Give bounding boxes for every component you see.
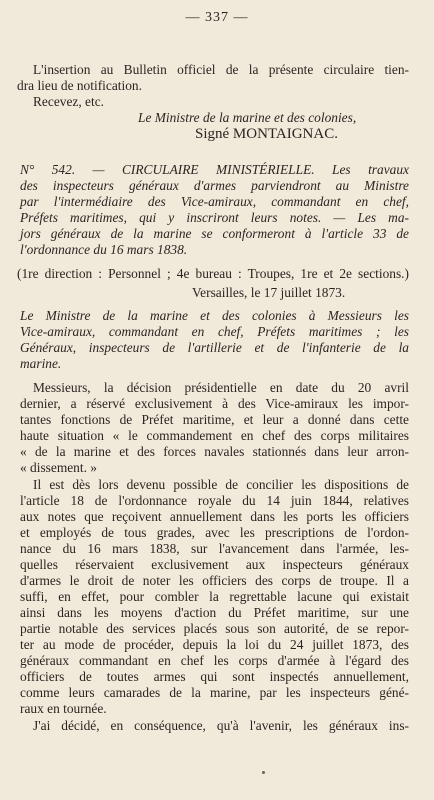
body-line: haute situation « le commandement en chef des corps militaires xyxy=(20,428,409,443)
date-line: Versailles, le 17 juillet 1873. xyxy=(192,285,346,300)
text-line: L'insertion au Bulletin officiel de la présente circulaire tien- xyxy=(33,62,409,77)
heading-line: des inspecteurs généraux d'armes parviendront au Ministre xyxy=(20,178,409,193)
body-line: nance du 16 mars 1838, sur l'avancement dans l'armée, les- xyxy=(20,541,409,556)
body-line: comme leurs camarades de la marine, par les inspecteurs géné- xyxy=(20,685,409,700)
address-line: Le Ministre de la marine et des colonies à Messieurs les xyxy=(20,308,409,323)
address-line: marine. xyxy=(20,356,62,371)
address-line: Vice-amiraux, commandant en chef, Préfets maritimes ; les xyxy=(20,324,409,339)
text-line: dra lieu de notification. xyxy=(17,78,142,93)
body-line: Messieurs, la décision présidentielle en date du 20 avril xyxy=(33,380,409,395)
heading-line: par l'intermédiaire des Vice-amiraux, commandant en chef, xyxy=(20,194,409,209)
body-line: l'article 18 de l'ordonnance royale du 14 juin 1844, relatives xyxy=(20,493,409,508)
heading-line: N° 542. — CIRCULAIRE MINISTÉRIELLE. Les travaux xyxy=(20,162,409,177)
heading-line: l'ordonnance du 16 mars 1838. xyxy=(20,242,188,257)
body-line: généraux commandant en chef les corps d'armée à l'égard des xyxy=(20,653,409,668)
body-line: Il est dès lors devenu possible de concilier les dispositions de xyxy=(33,477,409,492)
body-line: partie notable des services placés sous son autorité, de se repor- xyxy=(20,621,409,636)
body-line: et employés de tous grades, avec les prescriptions de l'ordon- xyxy=(20,525,409,540)
address-line: Généraux, inspecteurs de l'artillerie et de l'infanterie de la xyxy=(20,340,409,355)
signature-name: Signé MONTAIGNAC. xyxy=(195,126,338,142)
body-line: ainsi dans les moyens d'action du Préfet maritime, sur une xyxy=(20,605,409,620)
body-line: « de la marine et des forces navales stationnés dans leur arron- xyxy=(20,444,409,459)
signature-title: Le Ministre de la marine et des colonies, xyxy=(138,110,357,125)
direction-line: (1re direction : Personnel ; 4e bureau : Troupes, 1re et 2e sections.) xyxy=(17,266,409,281)
body-line: officiers de toutes armes qui sont inspectés annuellement, xyxy=(20,669,409,684)
heading-line: jors généraux de la marine se conformeront à l'article 33 de xyxy=(20,226,409,241)
text-line: Recevez, etc. xyxy=(33,94,104,109)
page-number: — 337 — xyxy=(185,10,249,25)
ink-dot xyxy=(262,771,265,774)
body-line: J'ai décidé, en conséquence, qu'à l'avenir, les généraux ins- xyxy=(33,718,409,733)
body-line: quelles réservaient exclusivement aux inspecteurs généraux xyxy=(20,557,409,572)
heading-line: Préfets maritimes, qui y inscriront leurs notes. — Les ma- xyxy=(20,210,409,225)
body-line: d'armes le droit de noter les officiers des corps de troupe. Il a xyxy=(20,573,409,588)
body-line: suffi, en effet, pour combler la regrettable lacune qui existait xyxy=(20,589,409,604)
body-line: « dissement. » xyxy=(20,460,97,475)
body-line: ter au mode de procéder, depuis la loi du 24 juillet 1873, des xyxy=(20,637,409,652)
body-line: dernier, a réservé exclusivement à des Vice-amiraux les impor- xyxy=(20,396,409,411)
body-line: raux en tournée. xyxy=(20,701,107,716)
body-line: aux notes que reçoivent annuellement dans les ports les officiers xyxy=(20,509,409,524)
body-line: tantes fonctions de Préfet maritime, et leur a donné dans cette xyxy=(20,412,409,427)
